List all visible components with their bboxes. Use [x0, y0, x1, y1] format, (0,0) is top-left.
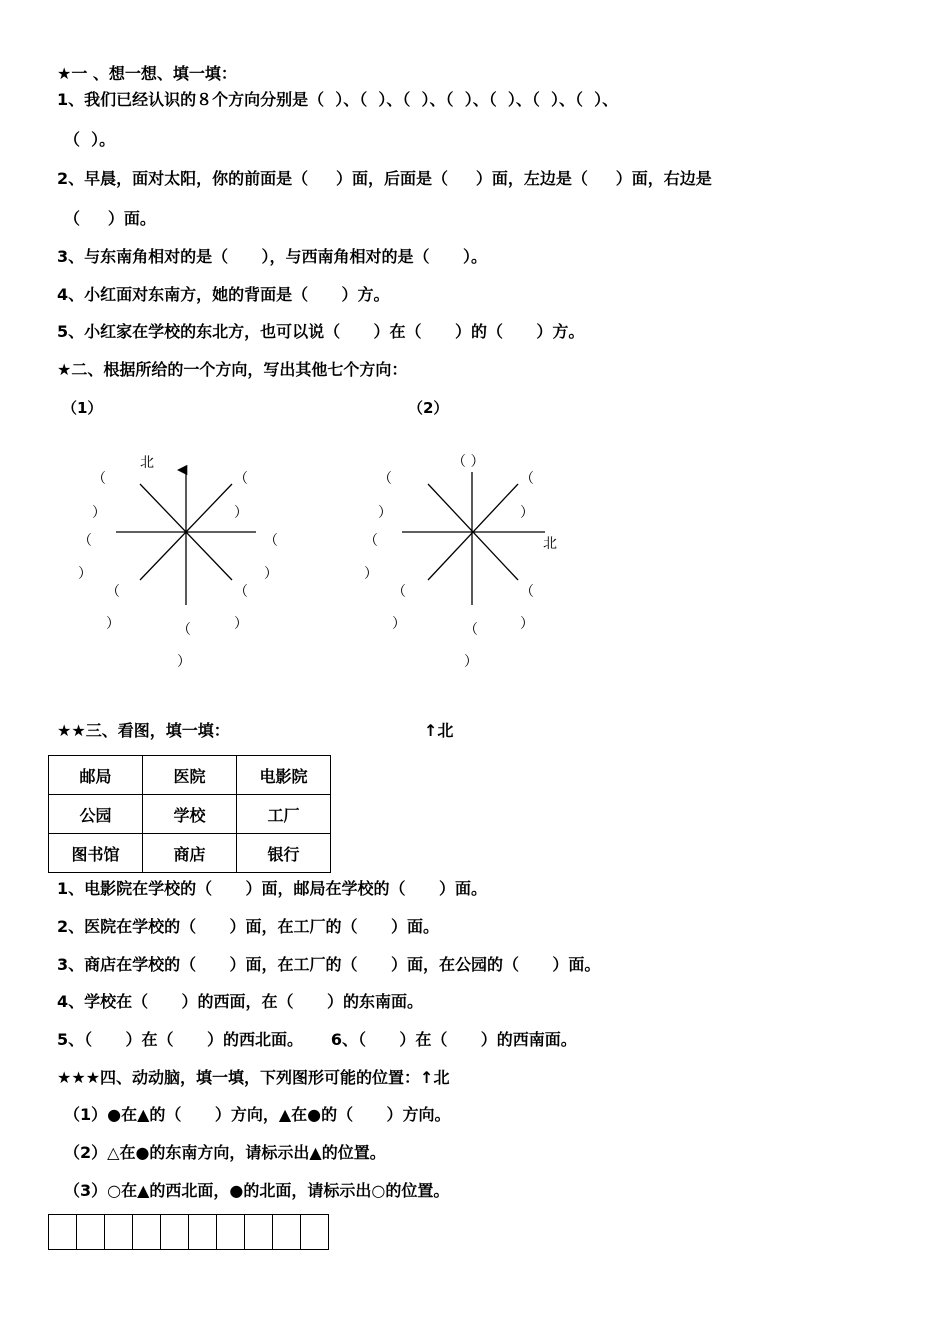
compass-2-north-label: 北 [543, 536, 557, 552]
svg-text:（: （ [364, 533, 378, 549]
answer-box-cell[interactable] [133, 1215, 161, 1250]
svg-text:（: （ [234, 471, 248, 487]
svg-text:）: ） [92, 505, 106, 521]
svg-text:）: ） [234, 616, 248, 632]
section3-question-5-6: 5、（ ）在（ ）的西北面。 6、（ ）在（ ）的西南面。 [57, 1030, 577, 1049]
svg-text:（: （ [464, 622, 478, 638]
section2-title: ★二、根据所给的一个方向，写出其他七个方向： [57, 360, 408, 379]
compass-2-label: （2） [408, 399, 449, 417]
question-5: 5、小红家在学校的东北方，也可以说（ ）在（ ）的（ ）方。 [57, 322, 585, 341]
answer-boxes [48, 1214, 329, 1250]
question-2-line2: （ ）面。 [64, 209, 156, 228]
question-1-line1: 1、我们已经认识的８个方向分别是（ ）、（ ）、（ ）、（ ）、（ ）、（ ）、（ ）、 [57, 90, 619, 109]
map-cell: 工厂 [237, 795, 331, 834]
section4-question-3: （3）○在▲的西北面，●的北面，请标示出○的位置。 [64, 1181, 450, 1200]
compass-1-north-label: 北 [140, 455, 154, 471]
question-4: 4、小红面对东南方，她的背面是（ ）方。 [57, 285, 390, 304]
svg-text:（: （ [520, 584, 534, 600]
map-cell: 公园 [49, 795, 143, 834]
section4-title: ★★★四、动动脑，填一填，下列图形可能的位置：↑北 [57, 1068, 450, 1087]
section3-title: ★★三、看图，填一填： [57, 721, 230, 740]
svg-text:）: ） [392, 616, 406, 632]
answer-box-cell[interactable] [161, 1215, 189, 1250]
map-cell: 图书馆 [49, 834, 143, 873]
question-3: 3、与东南角相对的是（ ），与西南角相对的是（ ）。 [57, 247, 487, 266]
map-cell: 邮局 [49, 756, 143, 795]
svg-text:（: （ [392, 584, 406, 600]
question-1-line2: （ ）。 [64, 130, 116, 149]
svg-text:）: ） [520, 616, 534, 632]
answer-box-cell[interactable] [273, 1215, 301, 1250]
svg-text:）: ） [378, 505, 392, 521]
compass-1-label: （1） [62, 399, 103, 417]
answer-box-cell[interactable] [77, 1215, 105, 1250]
section3-question-3: 3、商店在学校的（ ）面，在工厂的（ ）面，在公园的（ ）面。 [57, 955, 601, 974]
section3-north-mark: ↑北 [424, 721, 454, 740]
svg-text:（: （ [92, 471, 106, 487]
svg-text:）: ） [520, 505, 534, 521]
svg-text:（: （ [234, 584, 248, 600]
answer-box-cell[interactable] [105, 1215, 133, 1250]
svg-text:（: （ [177, 622, 191, 638]
answer-box-cell[interactable] [301, 1215, 329, 1250]
map-cell: 学校 [143, 795, 237, 834]
map-cell: 商店 [143, 834, 237, 873]
answer-box-cell[interactable] [217, 1215, 245, 1250]
svg-text:）: ） [464, 654, 478, 670]
map-grid [48, 755, 331, 873]
svg-text:（: （ [520, 471, 534, 487]
answer-box-cell[interactable] [189, 1215, 217, 1250]
section4-question-2: （2）△在●的东南方向，请标示出▲的位置。 [64, 1143, 386, 1162]
compass-2 [364, 454, 557, 670]
svg-text:）: ） [264, 566, 278, 582]
section3-question-2: 2、医院在学校的（ ）面，在工厂的（ ）面。 [57, 917, 439, 936]
svg-text:（: （ [78, 533, 92, 549]
svg-text:（: （ [264, 533, 278, 549]
section4-question-1: （1）●在▲的（ ）方向，▲在●的（ ）方向。 [64, 1105, 451, 1124]
svg-text:）: ） [364, 566, 378, 582]
map-cell: 电影院 [237, 756, 331, 795]
compass-1 [78, 455, 278, 670]
svg-text:）: ） [177, 654, 191, 670]
svg-text:）: ） [106, 616, 120, 632]
map-grid-row [49, 795, 331, 834]
question-2-line1: 2、早晨，面对太阳，你的前面是（ ）面，后面是（ ）面，左边是（ ）面，右边是 [57, 169, 712, 188]
map-grid-row [49, 834, 331, 873]
answer-box-cell[interactable] [49, 1215, 77, 1250]
section1-title: ★一 、想一想、填一填： [57, 64, 237, 83]
svg-text:（: （ [106, 584, 120, 600]
svg-text:（: （ [378, 471, 392, 487]
map-grid-row [49, 756, 331, 795]
section3-question-1: 1、电影院在学校的（ ）面，邮局在学校的（ ）面。 [57, 879, 487, 898]
svg-text:）: ） [78, 566, 92, 582]
answer-box-cell[interactable] [245, 1215, 273, 1250]
compass-2-top-blank: （ ） [452, 454, 485, 470]
map-cell: 医院 [143, 756, 237, 795]
svg-text:）: ） [234, 505, 248, 521]
map-cell: 银行 [237, 834, 331, 873]
section3-question-4: 4、学校在（ ）的西面，在（ ）的东南面。 [57, 992, 423, 1011]
answer-box-row [49, 1215, 329, 1250]
